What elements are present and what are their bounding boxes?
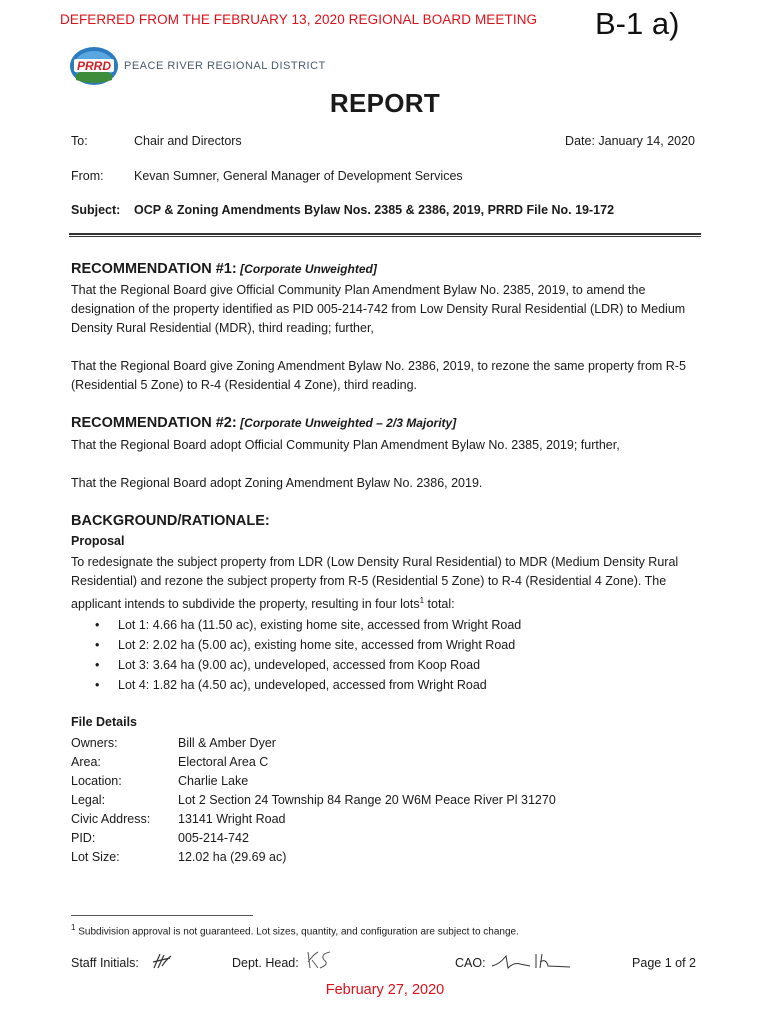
lot-item: • Lot 3: 3.64 ha (9.00 ac), undeveloped, accessed from Koop Road	[95, 658, 481, 672]
detail-key: Area:	[71, 755, 101, 769]
staff-initials-signature	[150, 950, 174, 972]
detail-key: Legal:	[71, 793, 106, 807]
detail-row	[71, 753, 268, 772]
footnote-rule	[71, 915, 253, 916]
lot-text: Lot 4: 1.82 ha (4.50 ac), undeveloped, accessed from Wright Road	[118, 678, 487, 692]
detail-key: PID:	[71, 831, 96, 845]
dept-head-label: Dept. Head:	[232, 956, 299, 970]
lot-text: Lot 1: 4.66 ha (11.50 ac), existing home site, accessed from Wright Road	[118, 618, 522, 632]
org-name: PEACE RIVER REGIONAL DISTRICT	[124, 60, 326, 72]
rec1-heading-line	[71, 261, 377, 277]
report-date: Date: January 14, 2020	[565, 134, 695, 148]
agenda-item-number: B-1 a)	[595, 6, 680, 41]
detail-key: Civic Address:	[71, 812, 151, 826]
detail-value: Lot 2 Section 24 Township 84 Range 20 W6M Peace River Pl 31270	[178, 793, 556, 807]
cao-label: CAO:	[455, 956, 486, 970]
rec2-heading-line	[71, 415, 456, 431]
deferred-stamp: DEFERRED FROM THE FEBRUARY 13, 2020 REGIONAL BOARD MEETING	[60, 12, 538, 27]
detail-value: 005-214-742	[178, 831, 249, 845]
lot-text: Lot 2: 2.02 ha (5.00 ac), existing home site, accessed from Wright Road	[118, 638, 516, 652]
page-number: Page 1 of 2	[632, 956, 696, 970]
rec2-tag: [Corporate Unweighted – 2/3 Majority]	[240, 416, 457, 430]
detail-value: Electoral Area C	[178, 755, 269, 769]
footnote	[71, 923, 519, 937]
proposal-body: To redesignate the subject property from LDR (Low Density Rural Residential) to MDR (Medium Density Rural Residential) and rezone the subject property from R-5 (Residential 5 Zone) to R-4 (Residential 4 Zone). The applicant intends to subdivide the property, resulting in four lots	[71, 555, 679, 612]
page-title: REPORT	[329, 88, 441, 118]
detail-row	[71, 848, 286, 867]
rec1-tag: [Corporate Unweighted]	[240, 262, 377, 276]
subject-label: Subject:	[71, 203, 121, 217]
footnote-mark: 1	[71, 923, 76, 932]
from-label: From:	[71, 169, 104, 183]
detail-key: Lot Size:	[71, 850, 120, 864]
header-rule	[69, 233, 701, 237]
from-value: Kevan Sumner, General Manager of Development Services	[134, 169, 463, 183]
to-label: To:	[71, 134, 88, 148]
rec1-para1: That the Regional Board give Official Community Plan Amendment Bylaw No. 2385, 2019, to amend the designation of the property identified as PID 005-214-742 from Low Density Rural Residential (LDR) to Medium Density Rural Residential (MDR), third reading; further,	[71, 283, 686, 335]
lot-item: • Lot 1: 4.66 ha (11.50 ac), existing home site, accessed from Wright Road	[95, 618, 522, 632]
cao-signature	[490, 950, 572, 974]
detail-value: 13141 Wright Road	[178, 812, 286, 826]
proposal-heading: Proposal	[71, 534, 125, 548]
detail-row	[71, 772, 248, 791]
proposal-text	[71, 553, 701, 614]
detail-key: Owners:	[71, 736, 118, 750]
staff-initials-label: Staff Initials:	[71, 956, 139, 970]
detail-row	[71, 829, 249, 848]
detail-value: Bill & Amber Dyer	[178, 736, 276, 750]
prrd-logo	[68, 44, 120, 88]
proposal-tail: total:	[424, 597, 455, 612]
detail-value: Charlie Lake	[178, 774, 249, 788]
lot-item: • Lot 2: 2.02 ha (5.00 ac), existing home site, accessed from Wright Road	[95, 638, 516, 652]
rec2-heading: RECOMMENDATION #2:	[71, 415, 237, 431]
file-details-heading: File Details	[71, 715, 137, 729]
detail-row	[71, 791, 556, 810]
detail-row	[71, 734, 276, 753]
detail-value: 12.02 ha (29.69 ac)	[178, 850, 287, 864]
rec1-heading: RECOMMENDATION #1:	[71, 261, 237, 277]
background-heading: BACKGROUND/RATIONALE:	[71, 513, 270, 529]
detail-row	[71, 810, 285, 829]
to-value: Chair and Directors	[134, 134, 242, 148]
rec1-para2: That the Regional Board give Zoning Amendment Bylaw No. 2386, 2019, to rezone the same property from R-5 (Residential 5 Zone) to R-4 (Residential 4 Zone), third reading.	[71, 359, 686, 392]
lot-text: Lot 3: 3.64 ha (9.00 ac), undeveloped, accessed from Koop Road	[118, 658, 481, 672]
lot-item: • Lot 4: 1.82 ha (4.50 ac), undeveloped, accessed from Wright Road	[95, 678, 487, 692]
dept-head-signature	[304, 948, 334, 972]
footnote-text: Subdivision approval is not guaranteed. Lot sizes, quantity, and configuration are subject to change.	[75, 926, 519, 938]
rec2-para1: That the Regional Board adopt Official Community Plan Amendment Bylaw No. 2385, 2019; further,	[71, 438, 620, 452]
logo-text: PRRD	[76, 59, 112, 73]
detail-key: Location:	[71, 774, 122, 788]
rec2-para2: That the Regional Board adopt Zoning Amendment Bylaw No. 2386, 2019.	[71, 476, 483, 490]
footnote-ref: 1	[419, 596, 425, 605]
footer-date-stamp: February 27, 2020	[325, 982, 445, 998]
subject-value: OCP & Zoning Amendments Bylaw Nos. 2385 & 2386, 2019, PRRD File No. 19-172	[134, 203, 615, 217]
